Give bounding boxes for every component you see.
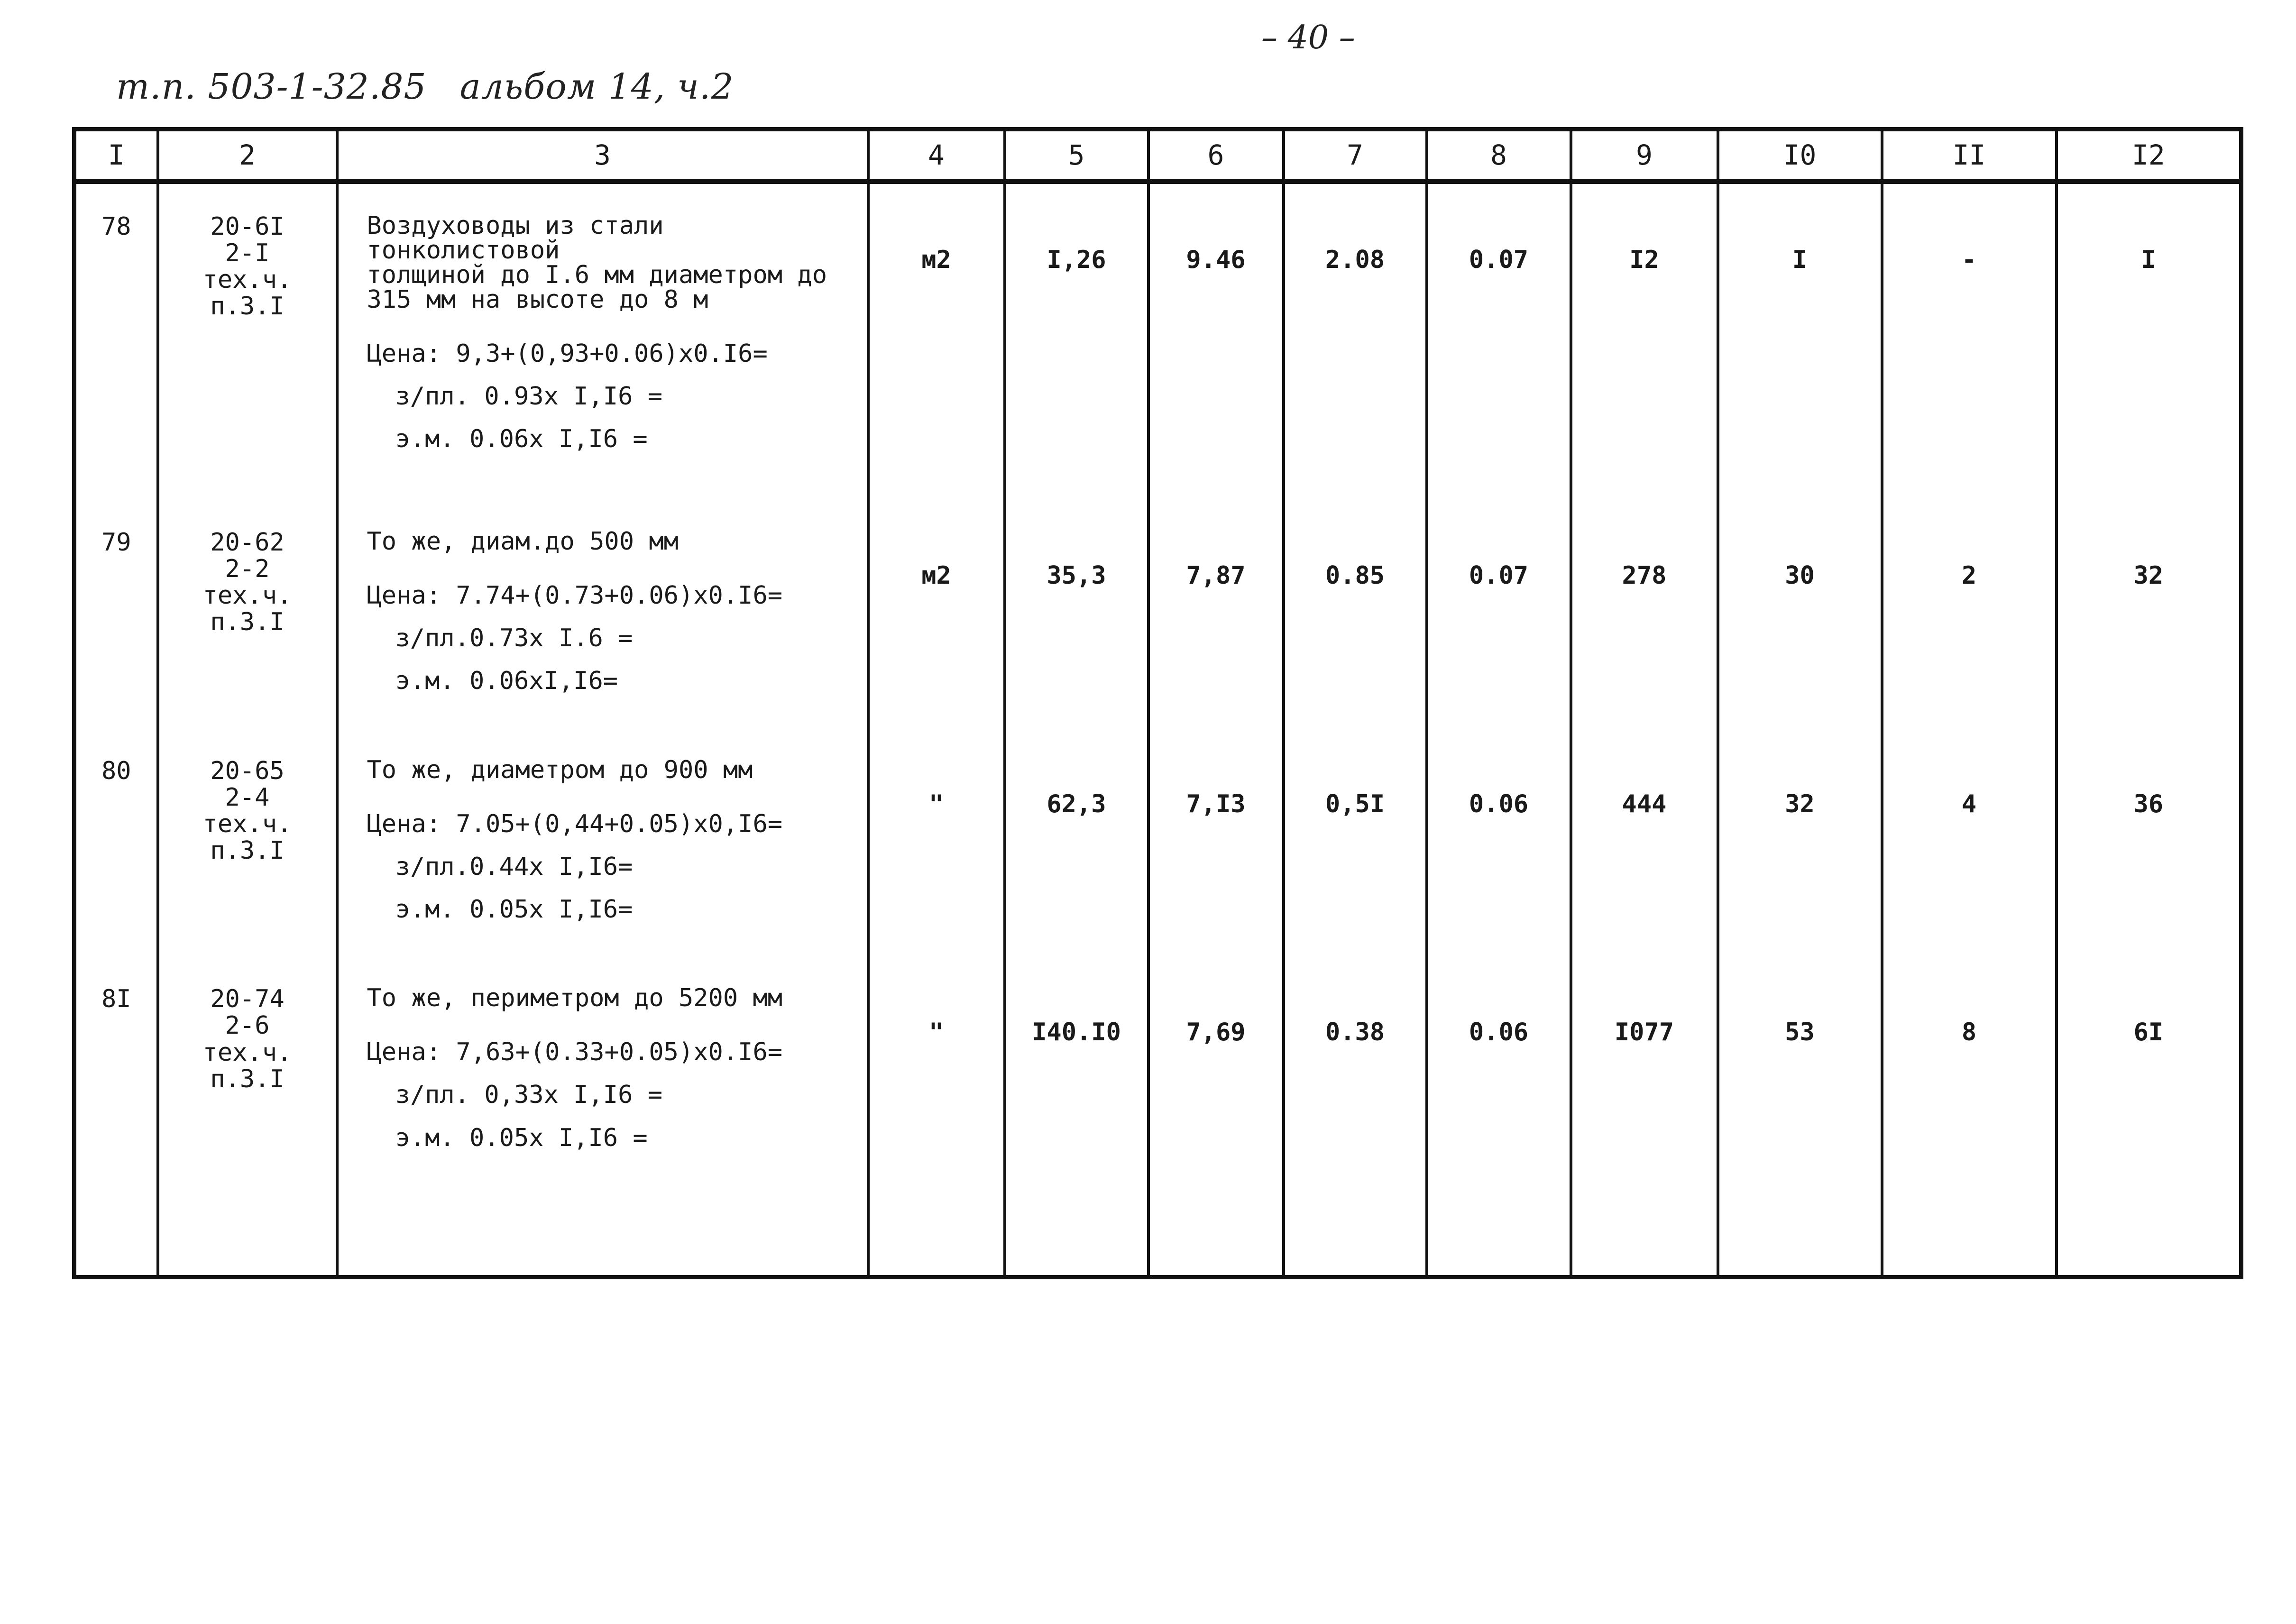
document-reference [116,66,734,107]
column-header: II [1882,129,2057,182]
rate-code-line: тех.ч. [202,266,292,294]
row-number: 8I [74,956,158,1185]
unit-value: " [928,789,944,818]
rate-code-line: тех.ч. [202,581,292,610]
total-cost-cell [1571,500,1718,728]
work-description [337,956,868,1185]
total-cell [2057,500,2241,728]
empty-cell [1148,1185,1284,1277]
wage-formula: з/пл. 0,33x I,I6 = [395,1081,663,1110]
rate-code [158,728,337,957]
cell-value: 30 [1785,561,1815,590]
unit-cell [868,728,1005,957]
price-formula: Цена: 9,3+(0,93+0.06)x0.I6= [367,339,768,368]
column-header: 5 [1005,129,1148,182]
quantity-cell [1005,182,1148,500]
project-code: т.п. 503-1-32.85 [116,66,427,107]
machinery-cell [1427,956,1571,1185]
page-number: – 40 – [1261,19,1355,56]
empty-cell [868,1185,1005,1277]
total-wage-cell [1718,956,1882,1185]
cell-value: 7,87 [1186,561,1246,590]
total-cell [2057,182,2241,500]
unit-cell [868,500,1005,728]
total-machinery-cell [1882,728,2057,957]
column-header: 4 [868,129,1005,182]
cell-value: 0.07 [1469,246,1529,274]
rate-code [158,182,337,500]
wage-cell [1284,182,1427,500]
cell-value: 9.46 [1186,246,1246,274]
machinery-cell [1427,728,1571,957]
cell-value: 6I [2133,1018,2164,1047]
work-description [337,182,868,500]
estimate-table [72,127,2243,1279]
total-wage-cell [1718,728,1882,957]
rate-code [158,500,337,728]
cell-value: 0.38 [1325,1018,1385,1047]
cell-value: 444 [1622,789,1667,818]
unit-cell [868,956,1005,1185]
total-machinery-cell [1882,182,2057,500]
wage-cell [1284,728,1427,957]
cell-value: I40.I0 [1032,1018,1121,1047]
unit-value: м2 [921,246,951,274]
machinery-cell [1427,500,1571,728]
table-row [74,956,2241,1185]
unit-cell [868,182,1005,500]
table-row [74,182,2241,500]
column-header: 7 [1284,129,1427,182]
rate-code [158,956,337,1185]
cell-value: 62,3 [1047,789,1106,818]
total-cell [2057,956,2241,1185]
rate-code-line: 20-74 [210,985,285,1014]
total-cell [2057,728,2241,957]
rate-code-line: 2-I [225,239,270,268]
wage-formula: з/пл. 0.93x I,I6 = [395,382,663,411]
price-formula: Цена: 7.05+(0,44+0.05)x0,I6= [367,809,783,838]
empty-cell [1427,1185,1571,1277]
total-cost-cell [1571,728,1718,957]
row-number: 79 [74,500,158,728]
rate-code-line: 20-62 [210,528,285,557]
machinery-formula: э.м. 0.05x I,I6 = [395,1123,648,1152]
description-line: 315 мм на высоте до 8 м [367,285,708,314]
empty-cell [1284,1185,1427,1277]
wage-formula: з/пл.0.73x I.6 = [395,624,633,652]
rate-code-line: п.3.I [210,608,285,637]
cell-value: I077 [1614,1018,1674,1047]
machinery-cell [1427,182,1571,500]
description-line: То же, диам.до 500 мм [367,527,679,556]
description-line: толщиной до I.6 мм диаметром до [367,261,827,289]
quantity-cell [1005,728,1148,957]
column-header: I [74,129,158,182]
rate-code-line: тех.ч. [202,1038,292,1067]
cell-value: 7,69 [1186,1018,1246,1047]
total-cost-cell [1571,956,1718,1185]
cell-value: I [2141,246,2156,274]
rate-code-line: п.3.I [210,1064,285,1093]
rate-code-line: 2-2 [225,554,270,583]
column-header: I2 [2057,129,2241,182]
empty-cell [1571,1185,1718,1277]
rate-code-line: 20-6I [210,212,285,241]
table-row [74,728,2241,957]
cell-value: 4 [1961,789,1977,818]
total-cost-cell [1571,182,1718,500]
description-line: Воздуховоды из стали тонколистовой [367,211,664,265]
unit-price-cell [1148,956,1284,1185]
cell-value: 2.08 [1325,246,1385,274]
unit-value: м2 [921,561,951,590]
rate-code-line: тех.ч. [202,809,292,838]
machinery-formula: э.м. 0.06xI,I6= [395,667,618,696]
work-description [337,728,868,957]
wage-cell [1284,500,1427,728]
description-line: То же, периметром до 5200 мм [367,984,783,1013]
cell-value: 32 [2133,561,2164,590]
total-machinery-cell [1882,956,2057,1185]
total-machinery-cell [1882,500,2057,728]
column-header: 9 [1571,129,1718,182]
cell-value: 35,3 [1047,561,1106,590]
row-number: 78 [74,182,158,500]
empty-cell [2057,1185,2241,1277]
price-formula: Цена: 7.74+(0.73+0.06)x0.I6= [367,581,783,610]
price-formula: Цена: 7,63+(0.33+0.05)x0.I6= [367,1038,783,1067]
cell-value: 8 [1961,1018,1977,1047]
wage-formula: з/пл.0.44x I,I6= [395,852,633,881]
unit-price-cell [1148,182,1284,500]
empty-cell [337,1185,868,1277]
empty-cell [1882,1185,2057,1277]
cell-value: 0.06 [1469,1018,1529,1047]
total-wage-cell [1718,182,1882,500]
cell-value: I2 [1629,246,1659,274]
rate-code-line: 20-65 [210,756,285,785]
total-wage-cell [1718,500,1882,728]
cell-value: I,26 [1047,246,1106,274]
column-header: 2 [158,129,337,182]
album-label: альбом 14, ч.2 [459,66,734,107]
quantity-cell [1005,956,1148,1185]
machinery-formula: э.м. 0.06x I,I6 = [395,425,648,454]
machinery-formula: э.м. 0.05x I,I6= [395,895,633,924]
cell-value: 36 [2133,789,2164,818]
column-header: 6 [1148,129,1284,182]
cell-value: I [1792,246,1808,274]
cell-value: 2 [1961,561,1977,590]
rate-code-line: 2-6 [225,1011,270,1040]
cell-value: 53 [1785,1018,1815,1047]
wage-cell [1284,956,1427,1185]
row-number: 80 [74,728,158,957]
cell-value: 32 [1785,789,1815,818]
quantity-cell [1005,500,1148,728]
cell-value: 0.07 [1469,561,1529,590]
unit-price-cell [1148,728,1284,957]
cell-value: 278 [1622,561,1667,590]
rate-code-line: п.3.I [210,292,285,321]
description-line: То же, диаметром до 900 мм [367,755,753,784]
header-row [74,129,2241,182]
work-description [337,500,868,728]
cell-value: 0.85 [1325,561,1385,590]
column-header: 8 [1427,129,1571,182]
column-header: I0 [1718,129,1882,182]
empty-cell [74,1185,158,1277]
rate-code-line: п.3.I [210,836,285,865]
cell-value: - [1961,246,1977,274]
empty-cell [158,1185,337,1277]
table-row [74,500,2241,728]
unit-price-cell [1148,500,1284,728]
cell-value: 0,5I [1325,789,1385,818]
rate-code-line: 2-4 [225,783,270,812]
empty-cell [1005,1185,1148,1277]
unit-value: " [928,1018,944,1047]
column-header: 3 [337,129,868,182]
table-spacer-row [74,1185,2241,1277]
empty-cell [1718,1185,1882,1277]
cell-value: 0.06 [1469,789,1529,818]
cell-value: 7,I3 [1186,789,1246,818]
